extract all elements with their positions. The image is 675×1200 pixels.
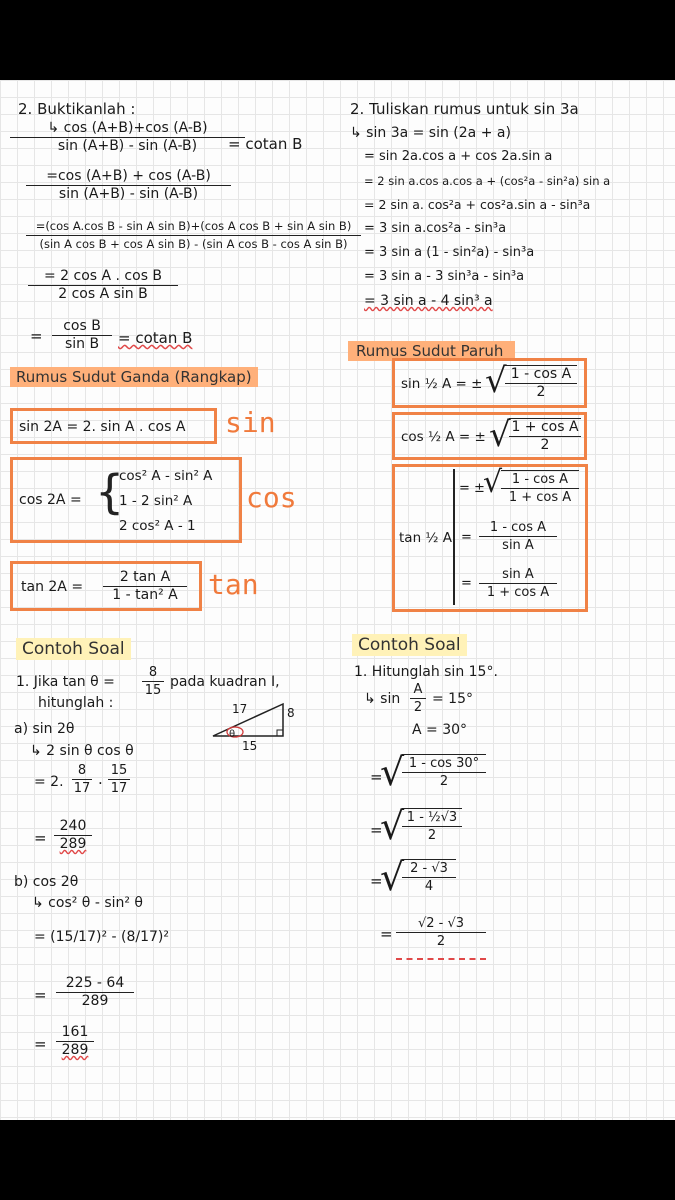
triangle-adjacent: 15 (242, 739, 258, 753)
eq-sign: = (370, 872, 383, 890)
proof-line-5: $\frac{\text{cos B}}{\text{sin B}}$ (52, 318, 112, 353)
part-b-step: ↳ cos² θ - sin² θ (32, 895, 144, 911)
sin2a-formula: sin 2A = 2. sin A . cos A (19, 419, 186, 435)
eq-sign: = (34, 1035, 47, 1053)
part-a-result: $\frac{240}{289}$ (54, 818, 92, 853)
tan-half-frac-2: $\frac{\text{1 - cos A}}{\text{sin A}}$ (479, 519, 557, 554)
part-b-result: $\frac{161}{289}$ (56, 1024, 94, 1059)
cos-half-frac: $\frac{\text{1 + cos A}}{2}$ (509, 418, 581, 454)
cos2a-box (10, 457, 242, 543)
a-over-2: $\frac{A}{2}$ (410, 681, 426, 716)
root-step-2: $\frac{\text{1 - ½√3}}{2}$ (402, 808, 462, 844)
cos2a-lhs: cos 2A = (19, 492, 82, 508)
tan-half-eq: = (461, 576, 472, 591)
proof-line-2: $\frac{=\cos (A+B) + \cos (A-B)}{\sin (A+B) - \sin (A-B)}$ (26, 168, 231, 203)
q2-text: 1. Hitunglah sin 15°. (354, 664, 498, 680)
part-a-label: a) sin 2θ (14, 721, 75, 737)
q1-frac: $\frac{8}{15}$ (142, 664, 164, 699)
sqrt-sign: √ (483, 465, 503, 500)
frac-15-17: $\frac{15}{17}$ (108, 762, 130, 797)
cos2a-option: 2 cos² A - 1 (119, 518, 196, 534)
part-b-label: b) cos 2θ (14, 874, 79, 890)
frac-8-17: $\frac{8}{17}$ (73, 763, 91, 796)
triangle-angle: θ (229, 729, 236, 740)
contoh-left-heading: Contoh Soal (16, 640, 131, 658)
triangle-opposite: 8 (287, 706, 295, 720)
dot: . (98, 770, 103, 788)
result-underline (396, 950, 486, 960)
cos-half-lhs: cos ½ A = ± (401, 429, 486, 445)
eq-sign: = (34, 986, 47, 1004)
q1-line2: hitunglah : (38, 695, 114, 711)
sin3a-line: ↳ sin 3a = sin (2a + a) (350, 125, 511, 141)
part-a-step: ↳ 2 sin θ cos θ (30, 743, 134, 759)
tan2a-box (10, 561, 202, 611)
proof-line-3: $\frac{\text{=(cos A.cos B - sin A sin B)+(cos A cos B + sin A sin B)}}{\text{(sin A cos B + cos A sin B) - (sin A cos B - cos A sin B)}}$ (26, 218, 361, 253)
tan-label: tan (208, 568, 259, 601)
sin3a-result: = 3 sin a - 4 sin³ a (364, 293, 493, 309)
q1-text: 1. Jika tan θ = (16, 674, 115, 690)
q1-rest: pada kuadran I, (170, 674, 280, 690)
contoh-right-heading: Contoh Soal (352, 636, 467, 654)
root-result: $\frac{√2 - √3}{2}$ (396, 915, 486, 950)
sin3a-line: = 3 sin a (1 - sin²a) - sin³a (364, 245, 535, 260)
tan-half-eq: = ± (459, 481, 485, 496)
sin3a-line: = 3 sin a.cos²a - sin³a (364, 221, 507, 236)
sin-label: sin (225, 406, 276, 439)
sin3a-line: = sin 2a.cos a + cos 2a.sin a (364, 149, 553, 164)
sqrt-sign: √ (485, 361, 507, 401)
paruh-heading: Rumus Sudut Paruh (348, 342, 515, 360)
eq-sign: = (34, 829, 47, 847)
sin3a-line: = 3 sin a - 3 sin³a - sin³a (364, 269, 525, 284)
eq-sign: = (370, 768, 383, 786)
tan-half-eq: = (461, 530, 472, 545)
proof-rhs: = cotan B (228, 135, 303, 153)
tan2a-lhs: tan 2A = (21, 579, 84, 595)
tan-half-frac-3: $\frac{\text{sin A}}{\text{1 + cos A}}$ (479, 566, 557, 601)
ganda-heading: Rumus Sudut Ganda (Rangkap) (10, 368, 258, 386)
sin2a-box (10, 408, 217, 444)
sin3a-line: = 2 sin a. cos²a + cos²a.sin a - sin³a (364, 197, 591, 212)
root-step-1: $\frac{1 - \cos 30^\circ}{2}$ (402, 754, 486, 790)
cos2a-option: cos² A - sin² A (119, 468, 213, 484)
part-b-step-3: $\frac{225 - 64}{289}$ (56, 975, 134, 1010)
proof-eq: = (30, 327, 43, 345)
sin3a-title: 2. Tuliskan rumus untuk sin 3a (350, 100, 579, 118)
sqrt-sign: √ (380, 804, 405, 848)
sin-half-lhs: sin ½ A = ± (401, 376, 483, 392)
eq-sign: = (380, 925, 393, 943)
tan2a-frac: $\frac{\text{2 tan A}}{\text{1 - tan² A}}$ (103, 569, 187, 604)
proof-line-4: $\frac{\text{= 2 cos A . cos B}}{\text{2 cos A sin B}}$ (28, 268, 178, 303)
brace: { (95, 465, 125, 519)
q2-step: A = 30° (412, 722, 468, 738)
cos2a-option: 1 - 2 sin² A (119, 493, 193, 509)
notebook-page (0, 80, 675, 1120)
sin-half-frac: $\frac{\text{1 - cos A}}{2}$ (505, 365, 577, 401)
part-b-step: = (15/17)² - (8/17)² (34, 929, 169, 945)
proof-title: 2. Buktikanlah : (18, 100, 136, 118)
sin-half-box (392, 358, 587, 408)
sqrt-sign: √ (380, 750, 405, 794)
triangle-hypotenuse: 17 (232, 702, 248, 716)
part-a-step: = 2. (34, 774, 64, 790)
sin3a-line: = 2 sin a.cos a.cos a + (cos²a - sin²a) sin a (364, 174, 611, 188)
eq-sign: = (370, 821, 383, 839)
tan-half-box (392, 464, 588, 612)
tan-half-frac-1: $\frac{\text{1 - cos A}}{\text{1 + cos A}}$ (501, 470, 579, 506)
cos-half-box (392, 412, 587, 460)
q2-step: ↳ sin (364, 691, 401, 707)
sqrt-sign: √ (489, 415, 511, 455)
sqrt-sign: √ (380, 855, 405, 899)
proof-result: = cotan B (118, 329, 193, 347)
root-step-3: $\frac{2 - √3}{4}$ (402, 859, 456, 895)
tan-half-lhs: tan ½ A (399, 530, 453, 546)
proof-line-1: $\frac{↳ \cos (A+B)+\cos (A-B)}{\sin (A+B) - \sin (A-B)}$ (10, 120, 245, 155)
cos-label: cos (246, 481, 297, 514)
q2-step: = 15° (432, 691, 473, 707)
